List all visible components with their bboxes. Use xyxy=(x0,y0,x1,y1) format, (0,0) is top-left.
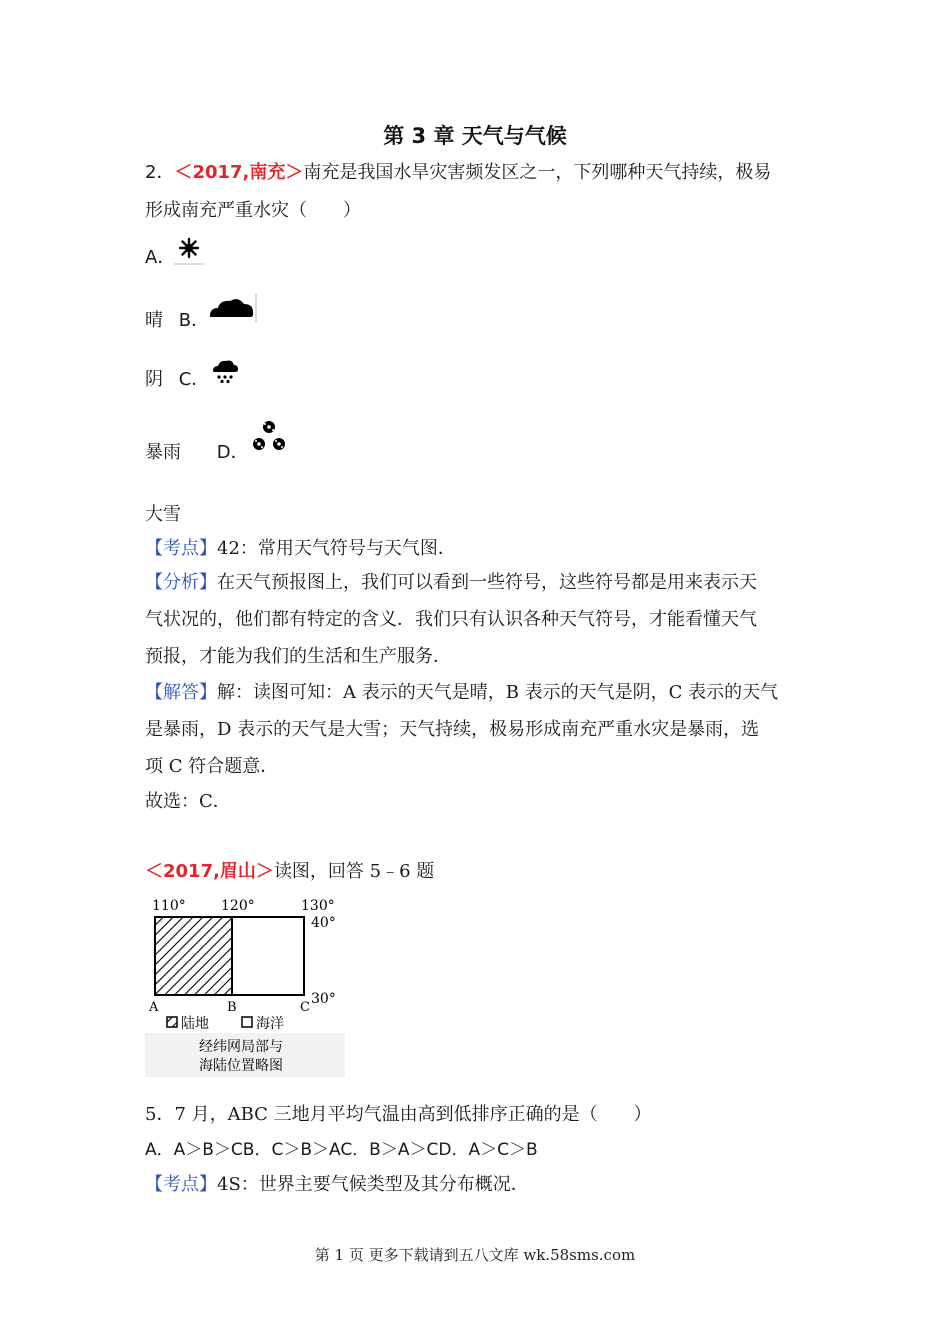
kaodian-text: 42：常用天气符号与天气图． xyxy=(217,538,456,559)
q2-option-a-label: A． xyxy=(145,247,176,268)
fenxi-text1: 在天气预报图上，我们可以看到一些符号，这些符号都是用来表示天 xyxy=(217,572,757,593)
lon-label-130: 130° xyxy=(301,898,335,914)
legend-ocean-label: 海洋 xyxy=(256,1016,284,1032)
q2-fenxi-line1 xyxy=(145,571,757,595)
q2-jieda-line3: 项 C 符合题意． xyxy=(145,756,279,777)
lat-lon-map-figure xyxy=(145,895,345,1077)
q2-stem-text1: 南充是我国水旱灾害频发区之一，下列哪种天气持续，极易 xyxy=(303,162,772,183)
q2-option-a-text: 晴 xyxy=(145,310,163,331)
q2-fenxi-line3: 预报，才能为我们的生活和生产服务． xyxy=(145,646,451,667)
sunny-weather-icon xyxy=(172,236,206,266)
rainstorm-weather-icon xyxy=(210,358,240,384)
heavy-snow-weather-icon xyxy=(246,418,292,458)
q5-kaodian xyxy=(145,1173,529,1197)
land-area xyxy=(155,917,232,995)
q5-stem: 5．7 月，ABC 三地月平均气温由高到低排序正确的是（ ） xyxy=(145,1104,652,1125)
fenxi-tag: 【分析】 xyxy=(145,572,217,593)
q2-stem-line2: 形成南充严重水灾（ ） xyxy=(145,200,361,221)
point-c-label: C xyxy=(300,1000,310,1015)
q2-kaodian xyxy=(145,537,456,561)
q56-source: ＜2017,眉山＞ xyxy=(145,861,274,882)
q5-kaodian-text: 4S：世界主要气候类型及其分布概况． xyxy=(217,1174,529,1195)
q2-option-b-text: 阴 xyxy=(145,369,163,390)
map-caption-line2: 海陆位置略图 xyxy=(199,1058,283,1074)
q2-stem-line1 xyxy=(145,161,771,185)
legend-ocean-swatch xyxy=(242,1017,252,1027)
q2-answer: 故选：C． xyxy=(145,791,231,812)
q2-jieda-line2: 是暴雨，D 表示的天气是大雪；天气持续，极易形成南充严重水灾是暴雨，选 xyxy=(145,719,760,740)
point-a-label: A xyxy=(149,1000,159,1015)
legend-land-label: 陆地 xyxy=(181,1016,209,1032)
q56-intro xyxy=(145,860,434,884)
q5-kaodian-tag: 【考点】 xyxy=(145,1174,217,1195)
page-title: 第 3 章 天气与气候 xyxy=(383,124,567,148)
ocean-area xyxy=(232,917,304,995)
q2-option-d-label: D． xyxy=(216,442,249,463)
kaodian-tag: 【考点】 xyxy=(145,538,217,559)
q2-number: 2． xyxy=(145,162,175,183)
q2-option-d-row xyxy=(145,441,249,465)
q2-option-d-text: 大雪 xyxy=(145,504,181,525)
lat-label-30: 30° xyxy=(311,991,336,1007)
legend-land-swatch xyxy=(167,1017,177,1027)
lon-label-120: 120° xyxy=(221,898,255,914)
q2-option-c-text: 暴雨 xyxy=(145,442,181,463)
q2-option-b-label: B． xyxy=(178,310,210,331)
q2-jieda-line1 xyxy=(145,681,778,705)
point-b-label: B xyxy=(227,1000,237,1015)
q2-option-b-row xyxy=(145,309,209,333)
jieda-tag: 【解答】 xyxy=(145,682,217,703)
q2-option-c-row xyxy=(145,368,209,392)
q2-fenxi-line2: 气状况的，他们都有特定的含义．我们只有认识各种天气符号，才能看懂天气 xyxy=(145,609,757,630)
q2-option-c-label: C． xyxy=(178,369,210,390)
q5-options: A．A＞B＞CB．C＞B＞AC．B＞A＞CD．A＞C＞B xyxy=(145,1140,538,1160)
jieda-text1: 解：读图可知：A 表示的天气是晴，B 表示的天气是阴，C 表示的天气 xyxy=(217,682,779,703)
q2-source: ＜2017,南充＞ xyxy=(174,162,304,183)
page-footer: 第 1 页 更多下载请到五八文库 wk.58sms.com xyxy=(314,1246,636,1264)
lon-label-110: 110° xyxy=(152,898,186,914)
lat-label-40: 40° xyxy=(311,915,336,931)
map-caption-line1: 经纬网局部与 xyxy=(199,1039,283,1055)
overcast-weather-icon xyxy=(206,292,258,324)
q56-intro-text: 读图，回答 5﹣6 题 xyxy=(273,861,435,882)
